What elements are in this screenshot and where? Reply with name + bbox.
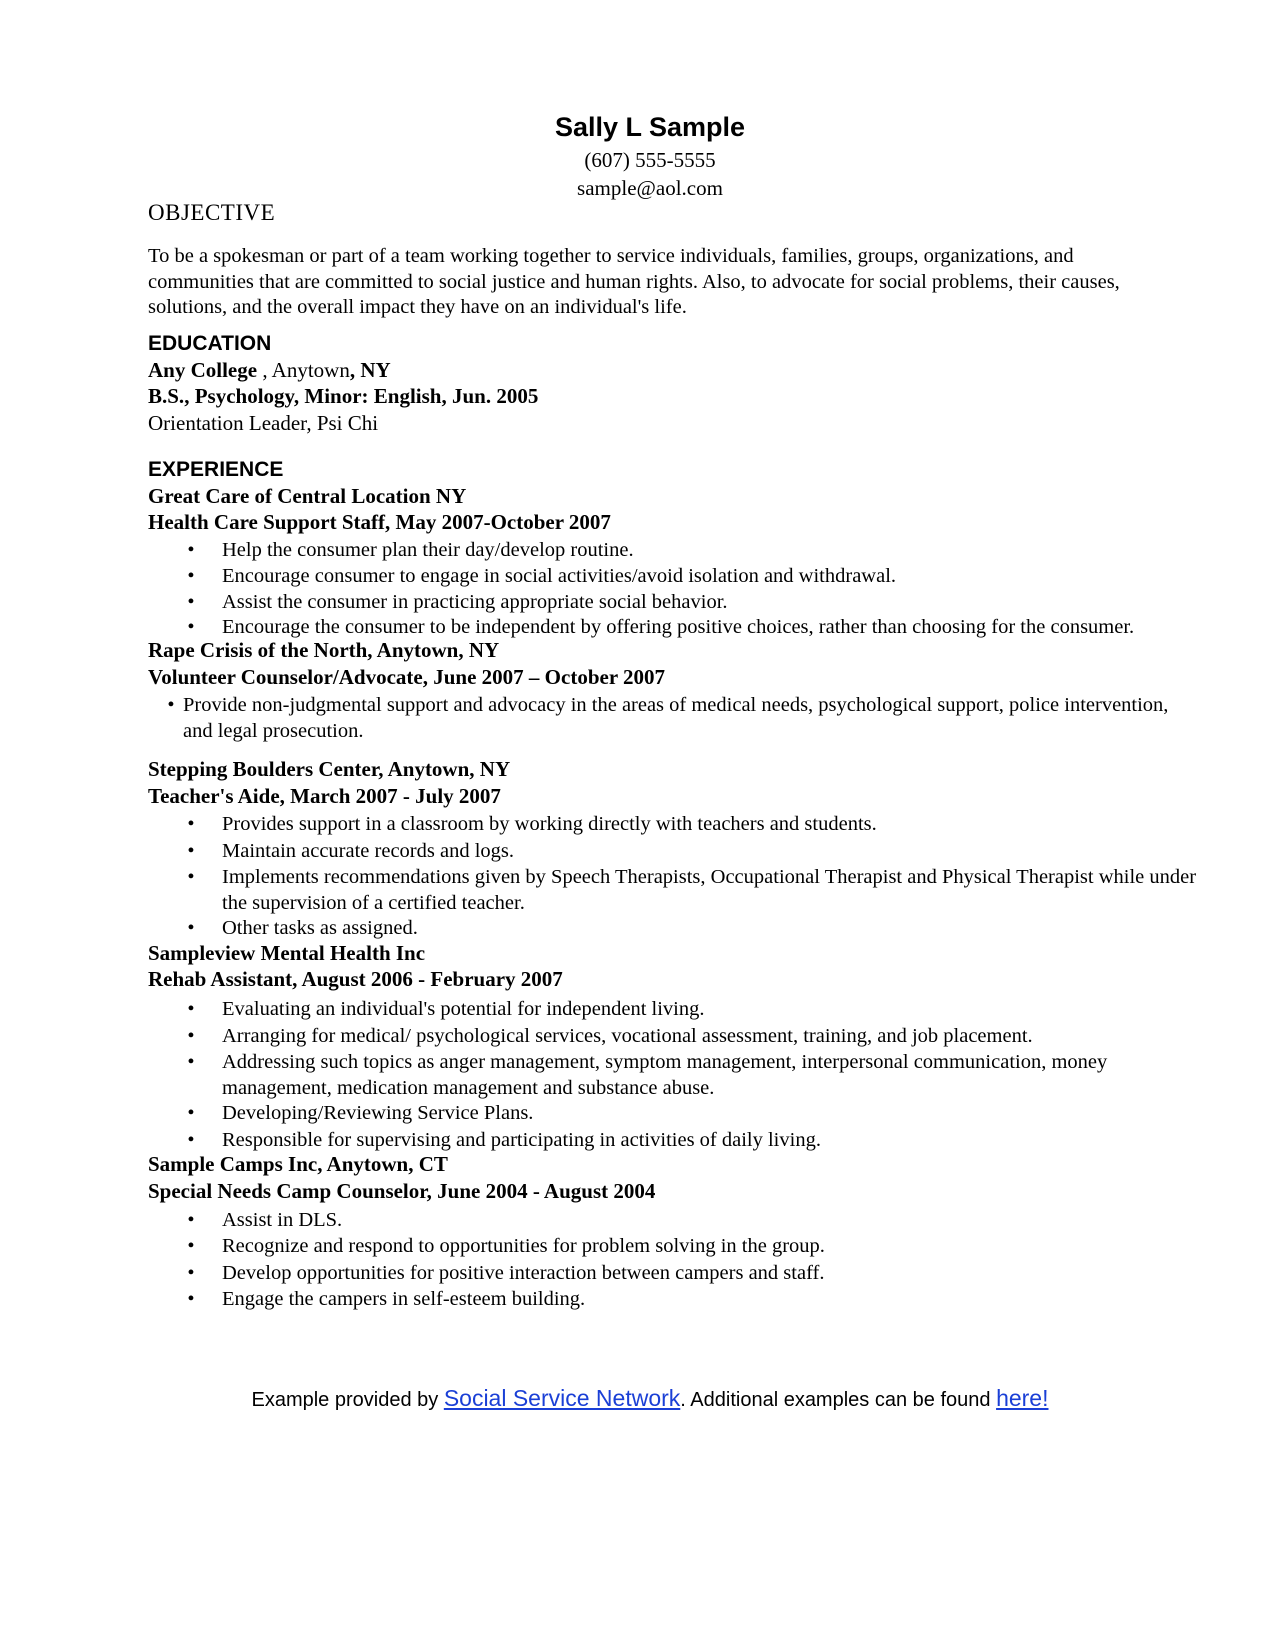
resume-phone: (607) 555-5555: [584, 148, 716, 172]
bullet-icon: •: [187, 539, 195, 561]
footer-middle: . Additional examples can be found: [680, 1389, 997, 1411]
job-org: Sampleview Mental Health Inc: [148, 941, 426, 965]
bullet-icon: •: [187, 565, 195, 587]
bullet-icon: •: [187, 1288, 195, 1310]
education-degree-line: [148, 384, 538, 409]
job-title: Special Needs Camp Counselor, June 2004 - August 2004: [148, 1179, 656, 1203]
objective-heading: OBJECTIVE: [148, 200, 276, 225]
education-minor: , Minor: English: [293, 384, 442, 408]
bullet-icon: •: [187, 866, 195, 888]
bullet-icon: •: [187, 998, 195, 1020]
education-degree: B.S.: [148, 384, 185, 408]
job-org: Rape Crisis of the North, Anytown, NY: [148, 638, 500, 662]
bullet-icon: •: [187, 591, 195, 613]
resume-email: sample@aol.com: [577, 176, 723, 200]
education-degree-sep1: , Psychology: [184, 384, 294, 408]
job-title: Rehab Assistant, August 2006 - February 2007: [148, 967, 563, 991]
job-org: Great Care of Central Location NY: [148, 484, 467, 508]
bullet-icon: •: [187, 1102, 195, 1124]
experience-heading: EXPERIENCE: [148, 458, 284, 481]
resume-name: Sally L Sample: [554, 112, 746, 142]
education-school-city: , Anytown: [257, 358, 350, 382]
social-service-network-link[interactable]: Social Service Network: [443, 1385, 681, 1411]
education-school: Any College: [148, 358, 258, 382]
bullet-icon: •: [187, 616, 195, 638]
bullet-icon: •: [187, 1209, 195, 1231]
education-heading: EDUCATION: [148, 332, 272, 355]
job-title: Health Care Support Staff, May 2007-October 2007: [148, 510, 611, 534]
job-org: Stepping Boulders Center, Anytown, NY: [148, 757, 511, 781]
bullet-icon: •: [187, 1051, 195, 1073]
more-examples-link[interactable]: here!: [996, 1385, 1049, 1411]
job-title: Volunteer Counselor/Advocate, June 2007 – October 2007: [148, 665, 666, 689]
objective-text: To be a spokesman or part of a team working together to service individuals, families, groups, organizations, and communities that are committed to social justice and human rights. Also, to advocate for social problems, their causes, solutions, and the overall impact they have on an individual's life.: [148, 245, 1120, 318]
bullet-icon: •: [187, 813, 195, 835]
education-date: , Jun. 2005: [441, 384, 539, 408]
bullet-icon: •: [167, 694, 175, 716]
footer-note: [0, 1385, 1275, 1412]
education-school-state: , NY: [349, 358, 391, 382]
job-org: Sample Camps Inc, Anytown, CT: [148, 1152, 448, 1176]
bullet-icon: •: [187, 840, 195, 862]
job-title: Teacher's Aide, March 2007 - July 2007: [148, 784, 501, 808]
bullet-icon: •: [187, 1262, 195, 1284]
bullet-icon: •: [187, 1129, 195, 1151]
bullet-icon: •: [187, 1025, 195, 1047]
education-school-line: [148, 358, 391, 383]
education-activities: Orientation Leader, Psi Chi: [148, 411, 379, 435]
bullet-icon: •: [187, 917, 195, 939]
bullet-icon: •: [187, 1235, 195, 1257]
footer-prefix: Example provided by: [251, 1389, 444, 1411]
